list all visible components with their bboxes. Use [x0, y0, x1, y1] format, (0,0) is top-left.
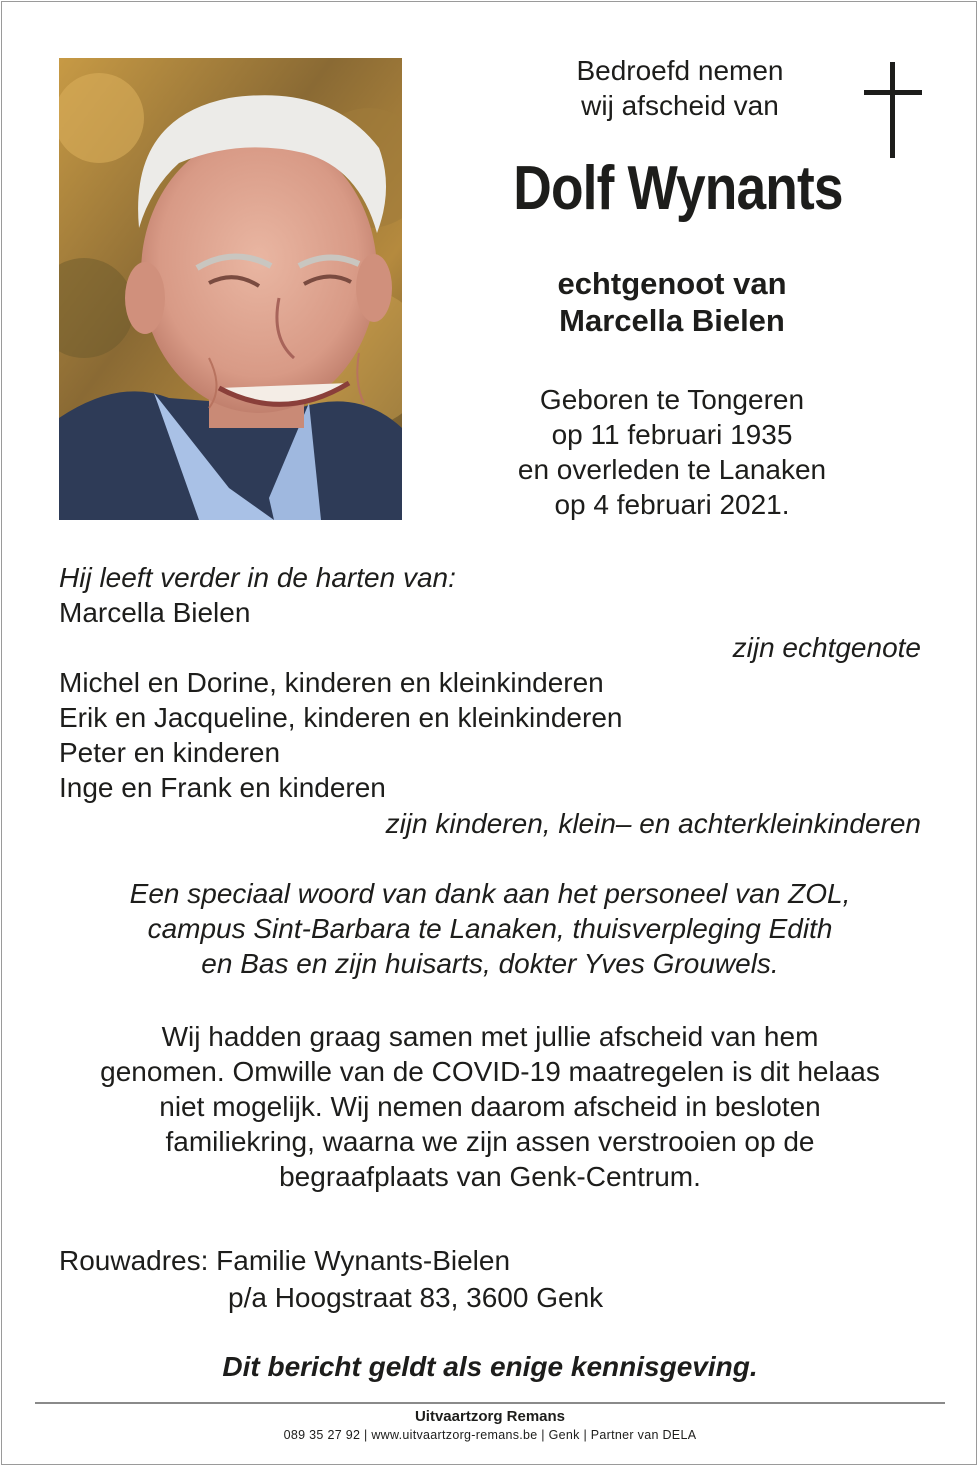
portrait-photo [59, 58, 402, 520]
thanks-line: en Bas en zijn huisarts, dokter Yves Grouwels. [201, 948, 779, 979]
children-relation-label: zijn kinderen, klein– en achterkleinkinderen [385, 808, 921, 839]
intro-text [560, 53, 800, 123]
survivors-heading: Hij leeft verder in de harten van: [59, 562, 456, 593]
message-line: Wij hadden graag samen met jullie afscheid van hem [161, 1021, 819, 1052]
spouse-info [502, 265, 842, 339]
notice-text: Dit bericht geldt als enige kennisgeving. [222, 1351, 758, 1382]
thanks-paragraph [40, 876, 940, 981]
thanks-line: campus Sint-Barbara te Lanaken, thuisverpleging Edith [147, 913, 833, 944]
mourning-address-street: p/a Hoogstraat 83, 3600 Genk [228, 1282, 604, 1313]
survivor-child: Peter en kinderen [59, 737, 281, 768]
funeral-home-name: Uitvaartzorg Remans [414, 1408, 566, 1425]
spouse-relation: echtgenoot van [557, 266, 787, 301]
survivor-spouse: Marcella Bielen [59, 597, 251, 628]
survivor-child: Inge en Frank en kinderen [59, 772, 386, 803]
message-line: familiekring, waarna we zijn assen verstrooien op de [165, 1126, 815, 1157]
footer-divider [35, 1402, 945, 1404]
death-date: op 4 februari 2021. [554, 489, 790, 520]
cross-icon [864, 62, 922, 158]
spouse-relation-label: zijn echtgenote [732, 632, 921, 663]
message-line: niet mogelijk. Wij nemen daarom afscheid in besloten [159, 1091, 821, 1122]
death-place: en overleden te Lanaken [517, 454, 827, 485]
thanks-line: Een speciaal woord van dank aan het personeel van ZOL, [129, 878, 851, 909]
intro-line: wij afscheid van [581, 90, 779, 121]
life-dates [492, 382, 852, 522]
message-line: begraafplaats van Genk-Centrum. [279, 1161, 701, 1192]
intro-line: Bedroefd nemen [576, 55, 784, 86]
message-line: genomen. Omwille van de COVID-19 maatregelen is dit helaas [100, 1056, 880, 1087]
message-paragraph [40, 1019, 940, 1194]
birth-place: Geboren te Tongeren [539, 384, 805, 415]
funeral-home-info: 089 35 27 92 | www.uitvaartzorg-remans.be | Genk | Partner van DELA [283, 1428, 697, 1442]
spouse-name: Marcella Bielen [559, 303, 785, 338]
deceased-name: Dolf Wynants [513, 154, 843, 223]
mourning-address: Rouwadres: Familie Wynants-Bielen [59, 1245, 511, 1276]
birth-date: op 11 februari 1935 [551, 419, 793, 450]
survivor-child: Erik en Jacqueline, kinderen en kleinkinderen [59, 702, 623, 733]
survivor-child: Michel en Dorine, kinderen en kleinkinderen [59, 667, 604, 698]
